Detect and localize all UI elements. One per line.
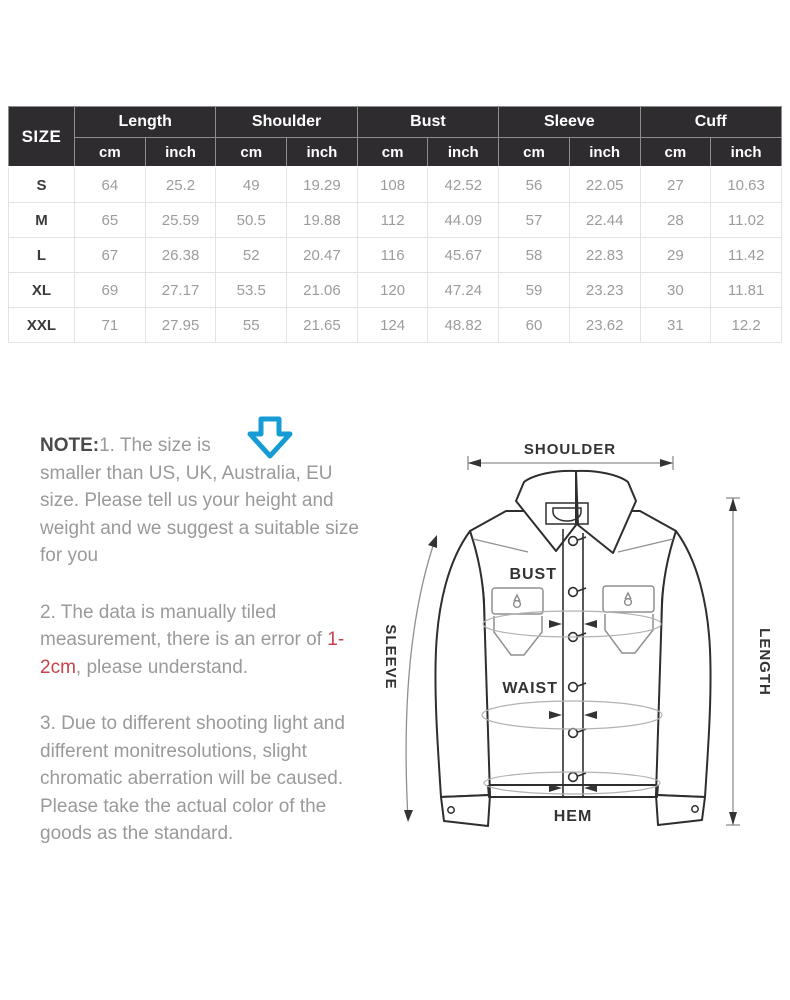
jacket-body bbox=[470, 511, 676, 785]
arrowhead-top bbox=[729, 498, 737, 511]
value-cell: 53.5 bbox=[216, 273, 287, 308]
value-cell: 55 bbox=[216, 308, 287, 343]
table-row bbox=[9, 238, 782, 273]
value-cell: 23.62 bbox=[569, 308, 640, 343]
value-cell: 11.42 bbox=[711, 238, 782, 273]
value-cell: 48.82 bbox=[428, 308, 499, 343]
value-cell: 10.63 bbox=[711, 167, 782, 203]
hem-label: HEM bbox=[553, 808, 593, 825]
value-cell: 25.59 bbox=[145, 203, 216, 238]
value-cell: 27.95 bbox=[145, 308, 216, 343]
value-cell: 19.88 bbox=[287, 203, 358, 238]
length-label: LENGTH bbox=[756, 628, 773, 696]
note-paragraph-1 bbox=[40, 432, 374, 570]
table-header-unit-row bbox=[9, 138, 782, 168]
value-cell: 116 bbox=[357, 238, 428, 273]
shoulder-measure-arrow bbox=[468, 456, 673, 470]
size-cell: L bbox=[9, 238, 75, 273]
table-header-group-row bbox=[9, 107, 782, 138]
value-cell: 47.24 bbox=[428, 273, 499, 308]
unit-header: inch bbox=[711, 138, 782, 168]
arrowhead-sleeve-bottom bbox=[404, 810, 413, 822]
arrowhead-bottom bbox=[729, 812, 737, 825]
value-cell: 112 bbox=[357, 203, 428, 238]
arrowhead-right bbox=[660, 459, 673, 467]
note-label: NOTE: bbox=[40, 435, 100, 456]
jacket-measurement-diagram bbox=[370, 425, 785, 885]
value-cell: 20.47 bbox=[287, 238, 358, 273]
value-cell: 56 bbox=[499, 167, 570, 203]
value-cell: 65 bbox=[75, 203, 146, 238]
table-row bbox=[9, 203, 782, 238]
size-cell: S bbox=[9, 167, 75, 203]
sleeve-label: SLEEVE bbox=[382, 624, 399, 690]
notes-section bbox=[40, 432, 374, 848]
value-cell: 52 bbox=[216, 238, 287, 273]
group-header-sleeve: Sleeve bbox=[499, 107, 640, 138]
size-column-header: SIZE bbox=[9, 107, 75, 168]
value-cell: 19.29 bbox=[287, 167, 358, 203]
note-2-suffix: , please understand. bbox=[75, 656, 249, 678]
note-2-prefix: 2. The data is manually tiled measurement, there is an error of bbox=[40, 601, 328, 650]
value-cell: 26.38 bbox=[145, 238, 216, 273]
value-cell: 69 bbox=[75, 273, 146, 308]
value-cell: 58 bbox=[499, 238, 570, 273]
value-cell: 22.05 bbox=[569, 167, 640, 203]
value-cell: 21.65 bbox=[287, 308, 358, 343]
table-row bbox=[9, 308, 782, 343]
unit-header: cm bbox=[216, 138, 287, 168]
note-1-first-line: 1. The size is bbox=[99, 435, 211, 456]
value-cell: 71 bbox=[75, 308, 146, 343]
value-cell: 11.81 bbox=[711, 273, 782, 308]
value-cell: 27 bbox=[640, 167, 711, 203]
value-cell: 31 bbox=[640, 308, 711, 343]
value-cell: 50.5 bbox=[216, 203, 287, 238]
length-measure-arrow bbox=[726, 498, 740, 825]
value-cell: 12.2 bbox=[711, 308, 782, 343]
value-cell: 124 bbox=[357, 308, 428, 343]
value-cell: 22.44 bbox=[569, 203, 640, 238]
value-cell: 49 bbox=[216, 167, 287, 203]
value-cell: 23.23 bbox=[569, 273, 640, 308]
value-cell: 120 bbox=[357, 273, 428, 308]
group-header-cuff: Cuff bbox=[640, 107, 782, 138]
table-row bbox=[9, 273, 782, 308]
value-cell: 21.06 bbox=[287, 273, 358, 308]
down-arrow-icon bbox=[246, 416, 294, 460]
group-header-bust: Bust bbox=[357, 107, 498, 138]
group-header-length: Length bbox=[75, 107, 216, 138]
value-cell: 22.83 bbox=[569, 238, 640, 273]
group-header-shoulder: Shoulder bbox=[216, 107, 357, 138]
value-cell: 25.2 bbox=[145, 167, 216, 203]
arrowhead-left bbox=[468, 459, 481, 467]
unit-header: cm bbox=[499, 138, 570, 168]
value-cell: 44.09 bbox=[428, 203, 499, 238]
note-2-error-range: 1-2cm bbox=[40, 629, 345, 678]
waist-label: WAIST bbox=[502, 680, 558, 697]
value-cell: 59 bbox=[499, 273, 570, 308]
value-cell: 60 bbox=[499, 308, 570, 343]
table-row bbox=[9, 167, 782, 203]
value-cell: 28 bbox=[640, 203, 711, 238]
sleeve-measure-arrow bbox=[406, 537, 436, 819]
value-cell: 67 bbox=[75, 238, 146, 273]
unit-header: inch bbox=[428, 138, 499, 168]
size-cell: XL bbox=[9, 273, 75, 308]
unit-header: cm bbox=[640, 138, 711, 168]
right-cuff-button bbox=[692, 806, 698, 812]
size-cell: M bbox=[9, 203, 75, 238]
arrowhead-sleeve-top bbox=[428, 535, 437, 548]
value-cell: 30 bbox=[640, 273, 711, 308]
size-cell: XXL bbox=[9, 308, 75, 343]
unit-header: inch bbox=[145, 138, 216, 168]
note-paragraph-3: 3. Due to different shooting light and different monitresolutions, slight chromatic aberration will be caused. Please take the actual color of the goods as the standard. bbox=[40, 713, 345, 844]
bust-label: BUST bbox=[509, 566, 557, 583]
value-cell: 11.02 bbox=[711, 203, 782, 238]
value-cell: 108 bbox=[357, 167, 428, 203]
value-cell: 45.67 bbox=[428, 238, 499, 273]
note-paragraph-2 bbox=[40, 599, 374, 682]
unit-header: cm bbox=[357, 138, 428, 168]
left-cuff-button bbox=[448, 807, 454, 813]
shoulder-label: SHOULDER bbox=[523, 441, 617, 458]
unit-header: inch bbox=[569, 138, 640, 168]
value-cell: 29 bbox=[640, 238, 711, 273]
unit-header: inch bbox=[287, 138, 358, 168]
size-table bbox=[8, 106, 782, 343]
value-cell: 64 bbox=[75, 167, 146, 203]
value-cell: 27.17 bbox=[145, 273, 216, 308]
unit-header: cm bbox=[75, 138, 146, 168]
value-cell: 42.52 bbox=[428, 167, 499, 203]
note-1-rest: smaller than US, UK, Australia, EU size. Please tell us your height and weight and we suggest a suitable size for you bbox=[40, 462, 359, 566]
value-cell: 57 bbox=[499, 203, 570, 238]
